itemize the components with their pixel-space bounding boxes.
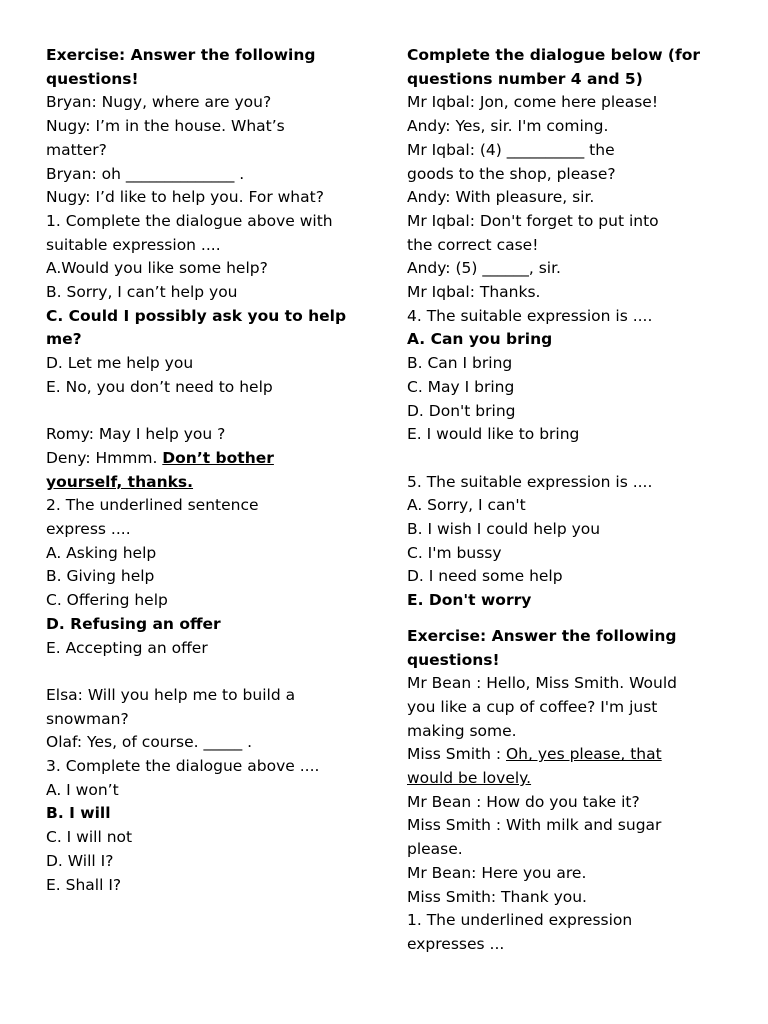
correct-answer-option: D. Refusing an offer [46, 614, 221, 633]
dialogue-line: matter? [46, 140, 107, 159]
underlined-expression: would be lovely. [407, 769, 532, 788]
correct-answer-option: me? [46, 330, 82, 349]
dialogue-line: Romy: May I help you ? [46, 425, 226, 444]
dialogue-line: you like a cup of coffee? I'm just [407, 697, 658, 716]
underlined-expression: Don’t bother [162, 448, 274, 467]
answer-option: E. No, you don’t need to help [46, 377, 273, 396]
answer-option: A.Would you like some help? [46, 259, 268, 278]
answer-option: C. May I bring [407, 377, 515, 396]
dialogue-line: Elsa: Will you help me to build a [46, 685, 296, 704]
answer-option: A. Sorry, I can't [407, 496, 526, 515]
dialogue-line: Mr Iqbal: (4) __________ the [407, 140, 615, 159]
spacer [407, 613, 727, 625]
answer-option: A. I won’t [46, 780, 119, 799]
question-text: expresses ... [407, 935, 505, 953]
question-text: 3. Complete the dialogue above .... [46, 757, 320, 776]
answer-option: E. I would like to bring [407, 425, 580, 444]
dialogue-line [46, 447, 364, 471]
spacer [407, 447, 727, 471]
answer-option: B. Sorry, I can’t help you [46, 283, 238, 302]
answer-option: C. Offering help [46, 591, 168, 610]
dialogue-line: Miss Smith : With milk and sugar [407, 816, 662, 835]
right-column [407, 44, 727, 957]
section-title: questions number 4 and 5) [407, 69, 643, 88]
dialogue-line: goods to the shop, please? [407, 164, 616, 183]
answer-option: D. I need some help [407, 567, 563, 586]
dialogue-line: snowman? [46, 709, 129, 728]
dialogue-line: Mr Iqbal: Thanks. [407, 283, 541, 302]
question-text: 4. The suitable expression is .... [407, 306, 653, 325]
answer-option: E. Shall I? [46, 875, 122, 894]
dialogue-line: Olaf: Yes, of course. _____ . [46, 733, 253, 752]
dialogue-line: Mr Iqbal: Don't forget to put into [407, 211, 659, 230]
dialogue-speaker: Miss Smith : [407, 745, 506, 764]
spacer [46, 400, 364, 424]
question-text: 2. The underlined sentence [46, 496, 259, 515]
correct-answer-option: A. Can you bring [407, 330, 553, 349]
dialogue-line: the correct case! [407, 235, 539, 254]
correct-answer-option: B. I will [46, 804, 111, 823]
section-title: Exercise: Answer the following [46, 46, 316, 64]
answer-option: C. I will not [46, 828, 133, 847]
answer-option: E. Accepting an offer [46, 638, 208, 657]
dialogue-line: Mr Iqbal: Jon, come here please! [407, 93, 659, 112]
question-text: 1. The underlined expression [407, 911, 633, 930]
dialogue-line [407, 767, 727, 791]
dialogue-line: Andy: (5) ______, sir. [407, 259, 561, 278]
underlined-expression: Oh, yes please, that [505, 745, 662, 764]
dialogue-line: making some. [407, 721, 517, 740]
dialogue-line: Andy: Yes, sir. I'm coming. [407, 117, 609, 136]
question-text: 1. Complete the dialogue above with [46, 211, 333, 230]
dialogue-line [407, 743, 727, 767]
dialogue-line: Mr Bean: Here you are. [407, 863, 587, 882]
answer-option: D. Will I? [46, 851, 114, 870]
answer-option: D. Let me help you [46, 354, 194, 373]
dialogue-line: please. [407, 840, 463, 859]
question-text: suitable expression .... [46, 235, 221, 254]
dialogue-line: Bryan: oh ______________ . [46, 164, 245, 183]
section-title: Complete the dialogue below (for [407, 46, 701, 64]
dialogue-line: Nugy: I’m in the house. What’s [46, 117, 285, 136]
section-title: questions! [46, 69, 139, 88]
dialogue-line [46, 471, 364, 495]
left-column [46, 44, 364, 897]
question-text: express .... [46, 520, 131, 539]
dialogue-line: Miss Smith: Thank you. [407, 887, 587, 906]
answer-option: A. Asking help [46, 543, 157, 562]
correct-answer-option: C. Could I possibly ask you to help [46, 306, 347, 325]
answer-option: C. I'm bussy [407, 543, 502, 562]
dialogue-line: Nugy: I’d like to help you. For what? [46, 188, 324, 207]
spacer [46, 660, 364, 684]
answer-option: B. Can I bring [407, 354, 513, 373]
dialogue-line: Mr Bean : How do you take it? [407, 792, 640, 811]
dialogue-line: Bryan: Nugy, where are you? [46, 93, 272, 112]
answer-option: B. Giving help [46, 567, 155, 586]
answer-option: D. Don't bring [407, 401, 516, 420]
dialogue-speaker: Deny: Hmmm. [46, 448, 163, 467]
answer-option: B. I wish I could help you [407, 520, 601, 539]
dialogue-line: Mr Bean : Hello, Miss Smith. Would [407, 674, 678, 693]
underlined-expression: yourself, thanks. [46, 472, 194, 491]
correct-answer-option: E. Don't worry [407, 591, 532, 610]
section-title: Exercise: Answer the following [407, 626, 677, 645]
section-title: questions! [407, 650, 500, 669]
dialogue-line: Andy: With pleasure, sir. [407, 188, 595, 207]
question-text: 5. The suitable expression is .... [407, 472, 653, 491]
